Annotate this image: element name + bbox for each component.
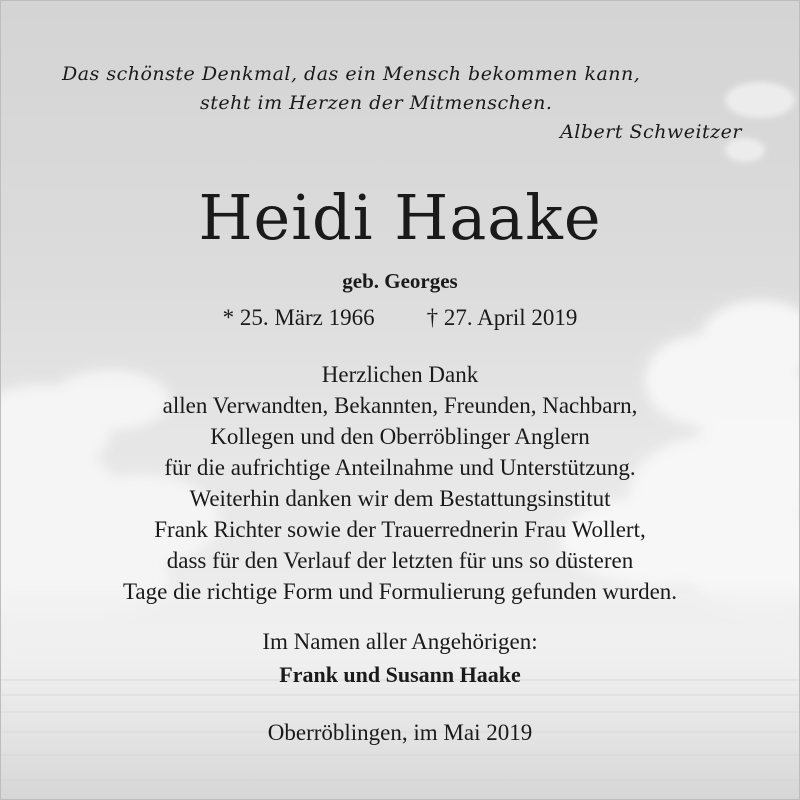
place-date: Oberröblingen, im Mai 2019 [267, 720, 533, 745]
thanks-line: Frank Richter sowie der Trauerrednerin Frau Wollert, [154, 517, 646, 542]
death-date: † 27. April 2019 [426, 305, 578, 330]
birth-name: geb. Georges [342, 269, 458, 293]
quote-line-2: steht im Herzen der Mitmenschen. [200, 92, 553, 114]
thanks-line: Herzlichen Dank [321, 362, 479, 387]
thanks-line: Tage die richtige Form und Formulierung gefunden wurden. [122, 579, 678, 604]
on-behalf-line: Im Namen aller Angehörigen: [262, 629, 538, 654]
deceased-name: Heidi Haake [198, 181, 602, 254]
thanks-line: für die aufrichtige Anteilnahme und Unterstützung. [164, 455, 636, 480]
quote-author: Albert Schweitzer [560, 121, 742, 143]
thanks-text [0, 359, 800, 607]
quote-line-1: Das schönste Denkmal, das ein Mensch bekommen kann, [62, 63, 641, 85]
birth-date: * 25. März 1966 [222, 305, 375, 330]
thanks-line: allen Verwandten, Bekannten, Freunden, Nachbarn, [162, 393, 638, 418]
signers: Frank und Susann Haake [279, 662, 521, 687]
life-dates [0, 302, 800, 334]
thanks-line: Weiterhin danken wir dem Bestattungsinstitut [189, 486, 611, 511]
thanks-line: dass für den Verlauf der letzten für uns so düsteren [166, 548, 634, 573]
thanks-line: Kollegen und den Oberröblinger Anglern [210, 424, 590, 449]
